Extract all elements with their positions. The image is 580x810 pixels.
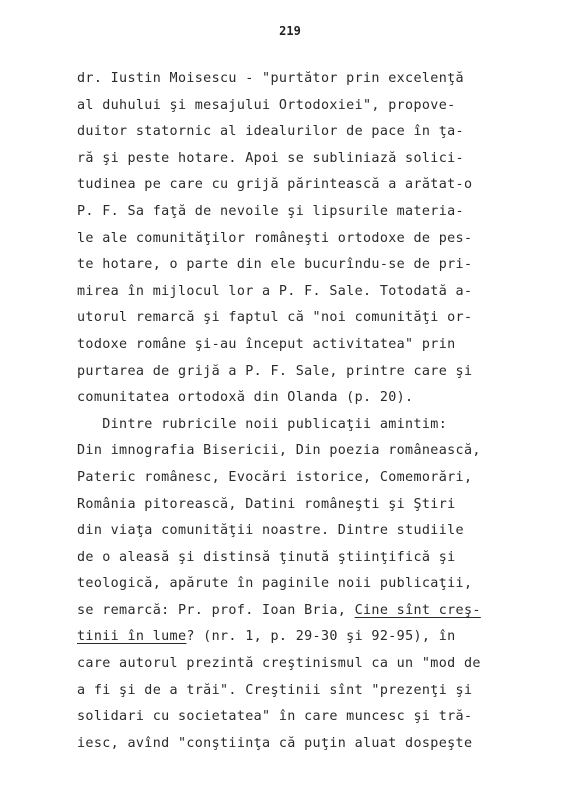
text-line: teologică, apărute în paginile noii publicaţii, [77,576,473,592]
text-line: a fi şi de a trăi". Creştinii sînt "prezenţi şi [77,682,473,698]
text-line: todoxe române şi-au început activitatea" prin [77,336,456,352]
text-line: solidari cu societatea" în care muncesc şi tră- [77,709,473,725]
page-number: 219 [279,24,301,38]
text-line: iesc, avînd "conştiinţa că puţin aluat dospeşte [77,735,473,751]
text-line: din viaţa comunităţii noastre. Dintre studiile [77,523,464,539]
text-fragment: ? (nr. 1, p. 29-30 şi 92-95), în [186,629,456,645]
text-fragment: se remarcă: Pr. prof. Ioan Bria, [77,602,355,618]
text-line: le ale comunităţilor româneşti ortodoxe de pes- [77,230,473,246]
text-line: ră şi peste hotare. Apoi se subliniază solici- [77,150,464,166]
text-line: Din imnografia Bisericii, Din poezia românească, [77,443,481,459]
text-line: duitor statornic al idealurilor de pace în ţa- [77,124,464,140]
text-line: tudinea pe care cu grijă părintească a arătat-o [77,177,473,193]
text-line: de o aleasă şi distinsă ţinută ştiinţifică şi [77,549,456,565]
text-line: al duhului şi mesajului Ortodoxiei", propove- [77,97,456,113]
body-text [77,66,547,757]
text-line: P. F. Sa faţă de nevoile şi lipsurile materia- [77,203,464,219]
text-line: România pitorească, Datini româneşti şi Ştiri [77,496,456,512]
text-line: mirea în mijlocul lor a P. F. Sale. Totodată a- [77,283,473,299]
text-line: Dintre rubricile noii publicaţii amintim: [77,416,448,432]
text-line: care autorul prezintă creştinismul ca un "mod de [77,656,481,672]
text-line [77,598,547,625]
text-line: te hotare, o parte din ele bucurîndu-se de pri- [77,257,473,273]
text-line: dr. Iustin Moisescu - "purtător prin excelenţă [77,71,464,86]
text-line [77,624,547,651]
text-line: purtarea de grijă a P. F. Sale, printre care şi [77,363,473,379]
underlined-title: Cine sînt creş- [354,602,481,618]
text-line: utorul remarcă şi faptul că "noi comunităţi or- [77,310,473,326]
text-line: Pateric românesc, Evocări istorice, Comemorări, [77,469,473,485]
text-line: comunitatea ortodoxă din Olanda (p. 20). [77,390,414,406]
underlined-title: tinii în lume [77,629,187,645]
